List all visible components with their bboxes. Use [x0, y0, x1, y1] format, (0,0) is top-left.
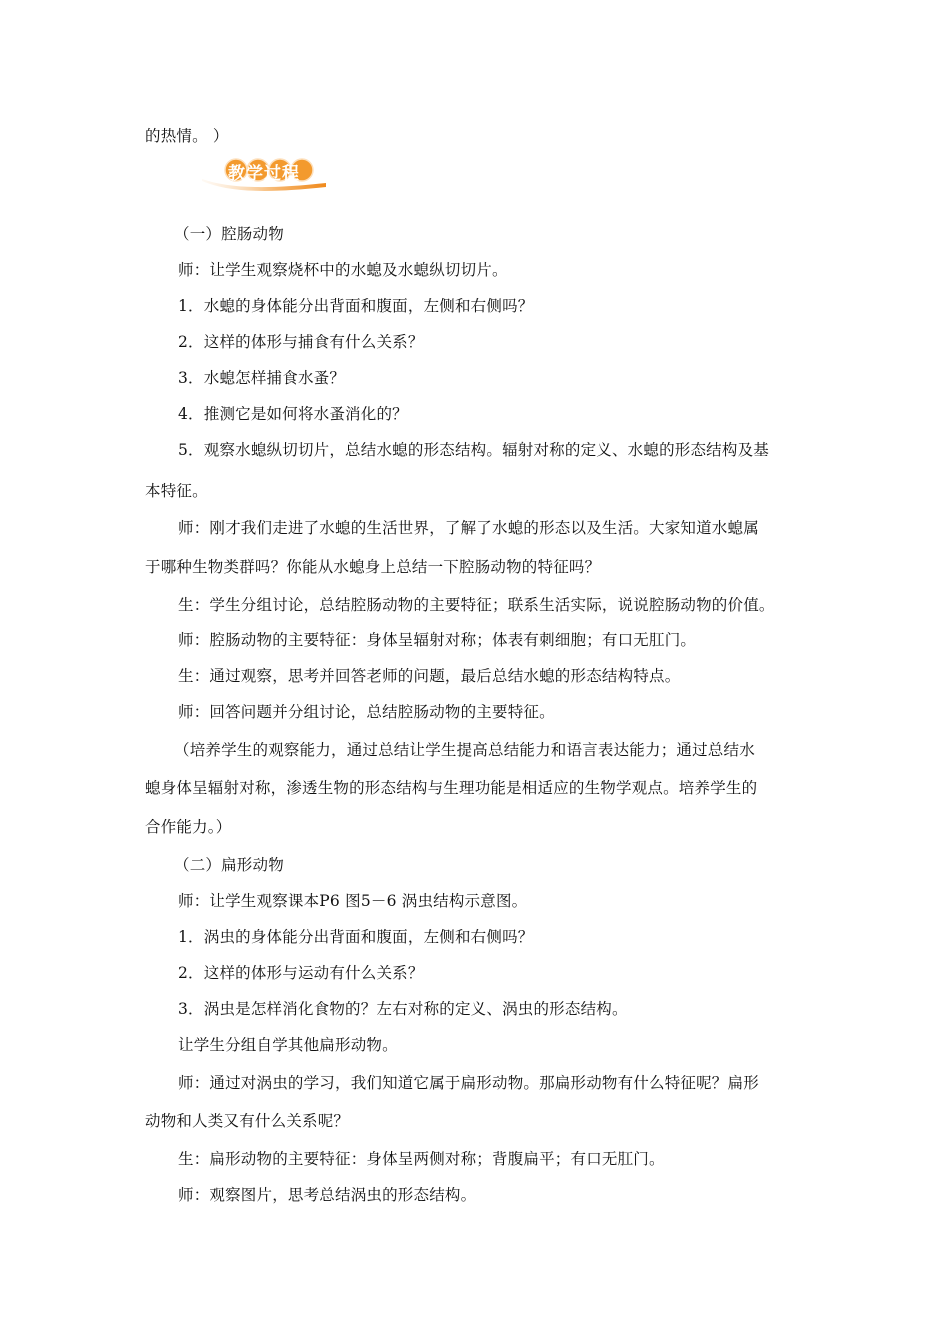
list-item: 2．这样的体形与运动有什么关系？ — [178, 964, 424, 982]
text-line: 让学生分组自学其他扁形动物。 — [178, 1036, 398, 1054]
section-heading: （二）扁形动物 — [174, 856, 284, 874]
list-item: 2．这样的体形与捕食有什么关系？ — [178, 333, 424, 351]
text-line: 于哪种生物类群吗？你能从水螅身上总结一下腔肠动物的特征吗？ — [145, 558, 601, 576]
text-line: 合作能力。） — [145, 818, 232, 836]
text-line: 生：学生分组讨论，总结腔肠动物的主要特征；联系生活实际，说说腔肠动物的价值。 — [178, 596, 775, 614]
text-line: 师：让学生观察烧杯中的水螅及水螅纵切切片。 — [178, 261, 508, 279]
text-line: 师：让学生观察课本P6 图5－6 涡虫结构示意图。 — [178, 892, 528, 910]
section-title: 教学过程 — [228, 164, 300, 184]
text-line: 的热情。 ） — [145, 127, 229, 145]
text-line: 师：腔肠动物的主要特征：身体呈辐射对称；体表有刺细胞；有口无肛门。 — [178, 631, 697, 649]
text-line: 生：通过观察，思考并回答老师的问题，最后总结水螅的形态结构特点。 — [178, 667, 681, 685]
list-item: 5．观察水螅纵切切片，总结水螅的形态结构。辐射对称的定义、水螅的形态结构及基 — [178, 441, 769, 459]
list-item: 1．水螅的身体能分出背面和腹面，左侧和右侧吗？ — [178, 297, 534, 315]
section-heading: （一）腔肠动物 — [174, 225, 284, 243]
text-line: 生：扁形动物的主要特征：身体呈两侧对称；背腹扁平；有口无肛门。 — [178, 1150, 665, 1168]
list-item: 4．推测它是如何将水蚤消化的？ — [178, 405, 408, 423]
text-line: 本特征。 — [145, 482, 208, 500]
text-line: 动物和人类又有什么关系呢？ — [145, 1112, 350, 1130]
text-line: 师：回答问题并分组讨论，总结腔肠动物的主要特征。 — [178, 703, 555, 721]
list-item: 1．涡虫的身体能分出背面和腹面，左侧和右侧吗？ — [178, 928, 534, 946]
section-header-badge — [200, 153, 330, 193]
text-line: 师：通过对涡虫的学习，我们知道它属于扁形动物。那扁形动物有什么特征呢？扁形 — [178, 1074, 759, 1092]
text-line: 师：刚才我们走进了水螅的生活世界，了解了水螅的形态以及生活。大家知道水螅属 — [178, 519, 759, 537]
text-line: 师：观察图片，思考总结涡虫的形态结构。 — [178, 1186, 477, 1204]
text-line: 螅身体呈辐射对称，渗透生物的形态结构与生理功能是相适应的生物学观点。培养学生的 — [145, 779, 758, 797]
list-item: 3．水螅怎样捕食水蚤？ — [178, 369, 346, 387]
list-item: 3．涡虫是怎样消化食物的？左右对称的定义、涡虫的形态结构。 — [178, 1000, 628, 1018]
text-line: （培养学生的观察能力，通过总结让学生提高总结能力和语言表达能力；通过总结水 — [174, 741, 755, 759]
